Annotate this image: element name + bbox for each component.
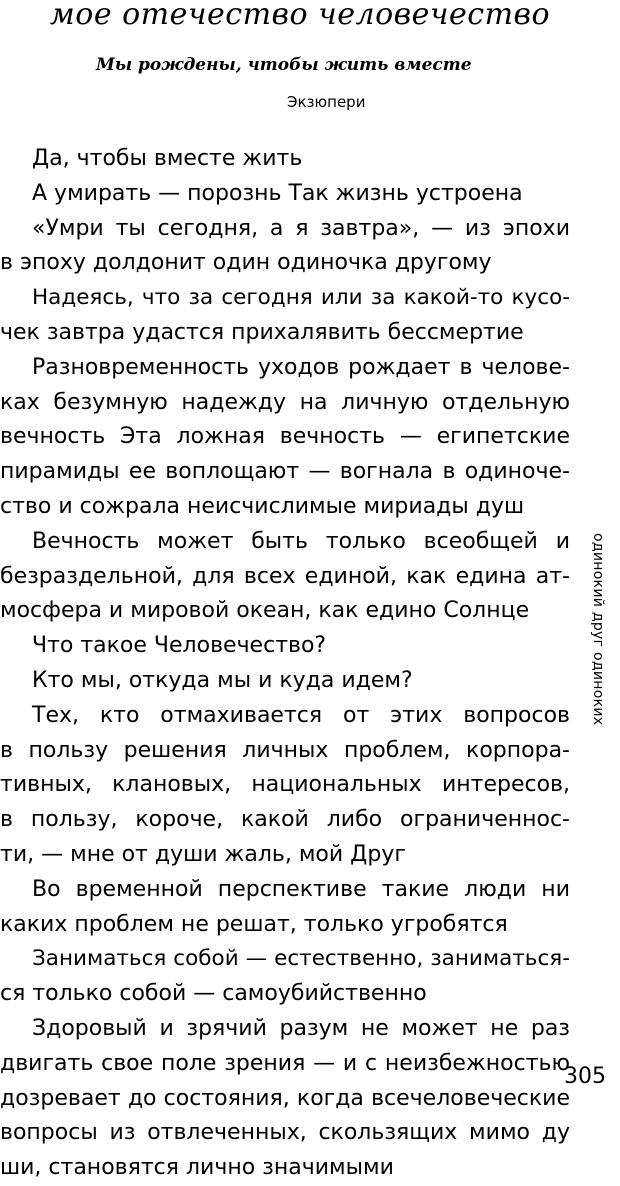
text-line: Кто мы, откуда мы и куда идем?	[32, 667, 413, 693]
text-line: в пользу решения личных проблем, корпора-	[0, 737, 570, 763]
text-line: ши, становятся лично значимыми	[0, 1155, 394, 1181]
text-line: Тех, кто отмахивается от этих вопросов	[32, 702, 570, 728]
text-line: в пользу, короче, какой либо ограниченнос-	[0, 807, 570, 833]
text-line: в эпоху долдонит один одиночка другому	[0, 250, 492, 276]
text-line: Что такое Человечество?	[32, 633, 327, 659]
text-line: Вечность может быть только всеобщей и	[32, 528, 570, 554]
text-line: тивных, клановых, национальных интересов,	[0, 772, 570, 798]
epigraph-author: Экзюпери	[287, 93, 366, 111]
text-line: Надеясь, что за сегодня или за какой-то кусо-	[32, 285, 570, 311]
text-line: мосфера и мировой океан, как едино Солнце	[0, 598, 530, 624]
text-line: Заниматься собой — естественно, заниматься-	[32, 946, 570, 972]
page-number: 305	[564, 1064, 606, 1089]
text-line: пирамиды ее воплощают — вогнала в одиноче-	[0, 459, 570, 485]
chapter-title: мое отечество человечество	[49, 0, 551, 32]
epigraph-quote: Мы рождены, чтобы жить вместе	[96, 55, 472, 75]
text-line: ках безумную надежду на личную отдельную	[0, 389, 570, 415]
text-line: Разновременность уходов рождает в челове-	[32, 354, 570, 380]
running-head: одинокий друг одиноких	[590, 533, 606, 726]
text-line: Во временной перспективе такие люди ни	[32, 876, 570, 902]
text-line: вопросы из отвлеченных, скользящих мимо ду	[0, 1120, 570, 1146]
text-line: дозревает до состояния, когда всечеловеческие	[0, 1085, 570, 1111]
text-line: Здоровый и зрячий разум не может не раз	[32, 1015, 570, 1041]
body-text	[0, 142, 570, 1186]
text-line: двигать свое поле зрения — и с неизбежностью	[0, 1050, 570, 1076]
text-line: Да, чтобы вместе жить	[32, 146, 303, 171]
text-line: безраздельной, для всех единой, как едина ат-	[0, 563, 570, 589]
text-line: «Умри ты сегодня, а я завтра», — из эпохи	[32, 215, 570, 241]
text-line: ся только собой — самоубийственно	[0, 981, 427, 1007]
text-line: чек завтра удастся прихалявить бессмертие	[0, 319, 524, 345]
text-line: каких проблем не решат, только угробятся	[0, 911, 508, 937]
text-line: ти, — мне от души жаль, мой Друг	[0, 841, 406, 867]
text-line: вечность Эта ложная вечность — египетские	[0, 424, 570, 450]
text-line: А умирать — порознь Так жизнь устроена	[32, 180, 523, 206]
text-line: ство и сожрала неисчислимые мириады душ	[0, 493, 525, 519]
